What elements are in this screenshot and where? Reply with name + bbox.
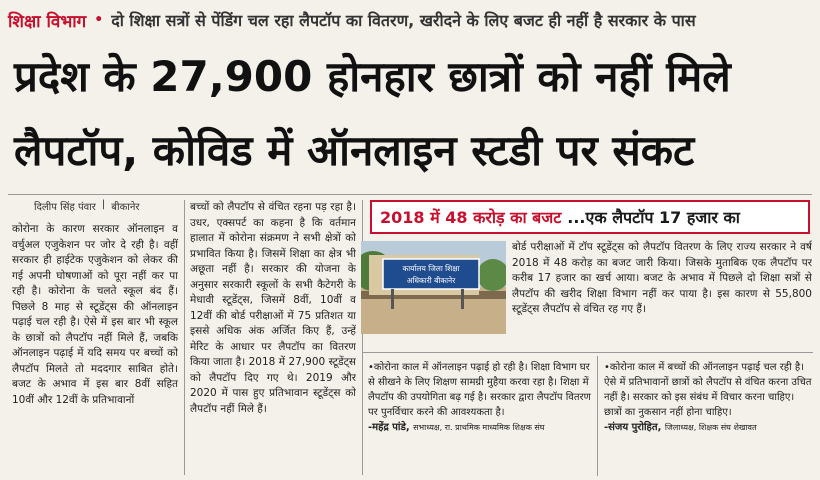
headline-line-1: प्रदेश के 27,900 होनहार छात्रों को नहीं मिले	[14, 52, 731, 101]
top-divider	[8, 194, 812, 195]
article-column-1: कोरोना के कारण सरकार ऑनलाइन व वर्चुअल एजुकेशन पर जोर दे रही है। वहीं सरकार ही हाईटेक एजुकेशन को लेकर की गई अपनी घोषणाओं को पूरा नहीं कर पा रही है। कोरोना के चलते स्कूल बंद हैं। पिछले 8 माह से स्टूडेंट्स की ऑनलाइन पढ़ाई चल रही है। ऐसे में इस बार भी स्कूल के छात्रों को लैपटॉप नहीं मिले हैं, जबकि ऑनलाइन पढ़ाई में यदि समय पर बच्चों को लैपटॉप मिलते तो मददगार साबित होते। बजट के अभाव में इस बार 8वीं सहित 10वीं और 12वीं के प्रतिभावानों	[12, 223, 178, 406]
column-divider-1	[184, 200, 185, 475]
quote-2-author: -संजय पुरोहित,	[604, 422, 665, 433]
office-building-image	[361, 241, 506, 334]
section-label: शिक्षा विभाग	[8, 11, 87, 32]
byline	[34, 199, 139, 213]
sub-headline-rest: ...एक लैपटॉप 17 हजार का	[567, 208, 740, 227]
quote-1-text: •कोरोना काल में ऑनलाइन पढ़ाई हो रही है। शिक्षा विभाग घर से सीखने के लिए शिक्षण सामग्री मुहैया करवा रहा है। शिक्षा में लैपटॉप की उपयोगिता बढ़ गई है। सरकार द्वारा लैपटॉप वितरण पर पुनर्विचार करने की आवश्यकता है।	[368, 362, 591, 418]
quote-1-designation: सभाध्यक्ष, रा. प्राथमिक माध्यमिक शिक्षक संघ	[413, 423, 545, 432]
sub-headline-highlight: 2018 में 48 करोड़ का बजट	[380, 208, 562, 227]
kicker-subtitle: दो शिक्षा सत्रों से पेंडिंग चल रहा लैपटॉप का वितरण, खरीदने के लिए बजट ही नहीं है सरकार के पास	[111, 11, 696, 30]
quote-box-1	[368, 360, 592, 475]
article-column-2: बच्चों को लैपटॉप से वंचित रहना पड़ रहा है। उधर, एक्सपर्ट का कहना है कि वर्तमान हालात में कोरोना संक्रमण ने सभी क्षेत्रों को प्रभावित किया है। जिसमें शिक्षा का क्षेत्र भी अछूता नहीं है। सरकार की योजना के अनुसार सरकारी स्कूलों के सभी कैटेगरी के मेधावी स्टूडेंट्स, जिसमें 8वीं, 10वीं व 12वीं की बोर्ड परीक्षाओं में 75 प्रतिशत या इससे अधिक अंक अर्जित किए हैं, उन्हें मेरिट के आधार पर लैपटॉप का वितरण किया जाता है। 2018 में 27,900 स्टूडेंट्स को लैपटॉप दिए गए थे। 2019 और 2020 में पास हुए प्रतिभावान स्टूडेंट्स को लैपटॉप नहीं मिले हैं।	[190, 201, 356, 415]
byline-separator: |	[101, 199, 106, 210]
quote-divider	[363, 352, 813, 353]
sign-line-2: अधिकारी बीकानेर	[406, 276, 456, 285]
quote-box-2	[604, 360, 812, 475]
quote-2-designation: जिलाध्यक्ष, शिक्षक संघ शेखावत	[664, 423, 757, 432]
kicker-bullet: •	[94, 12, 104, 28]
byline-location: बीकानेर	[111, 202, 140, 213]
quote-2-text: •कोरोना काल में बच्चों की ऑनलाइन पढ़ाई चल रही है। ऐसे में प्रतिभावानों छात्रों को लैपटॉप से वंचित करना उचित नहीं है। सरकार को इस संबंध में विचार करना चाहिए। छात्रों का नुकसान नहीं होना चाहिए।	[604, 362, 812, 418]
quote-column-divider	[597, 356, 598, 476]
article-column-3: बोर्ड परीक्षाओं में टॉप स्टूडेंट्स को लैपटॉप वितरण के लिए राज्य सरकार ने वर्ष 2018 में 48 करोड़ का बजट जारी किया। जिसके मुताबिक एक लैपटॉप पर करीब 17 हजार का खर्च आया। बजट के अभाव में पिछले दो शिक्षा सत्रों से लैपटॉप की खरीद शिक्षा विभाग नहीं कर पाया है। इस कारण से 55,800 स्टूडेंट्स लैपटॉप से वंचित रह गए हैं।	[512, 241, 812, 315]
sub-headline	[370, 200, 810, 234]
headline-line-2: लैपटॉप, कोविड में ऑनलाइन स्टडी पर संकट	[14, 126, 695, 175]
office-photo	[361, 241, 506, 334]
kicker-bar	[8, 6, 812, 34]
sign-line-1: कार्यालय जिला शिक्षा	[402, 264, 460, 273]
byline-author: दिलीप सिंह पंवार	[34, 202, 96, 213]
quote-1-author: -महेंद्र पांडे,	[368, 422, 414, 433]
